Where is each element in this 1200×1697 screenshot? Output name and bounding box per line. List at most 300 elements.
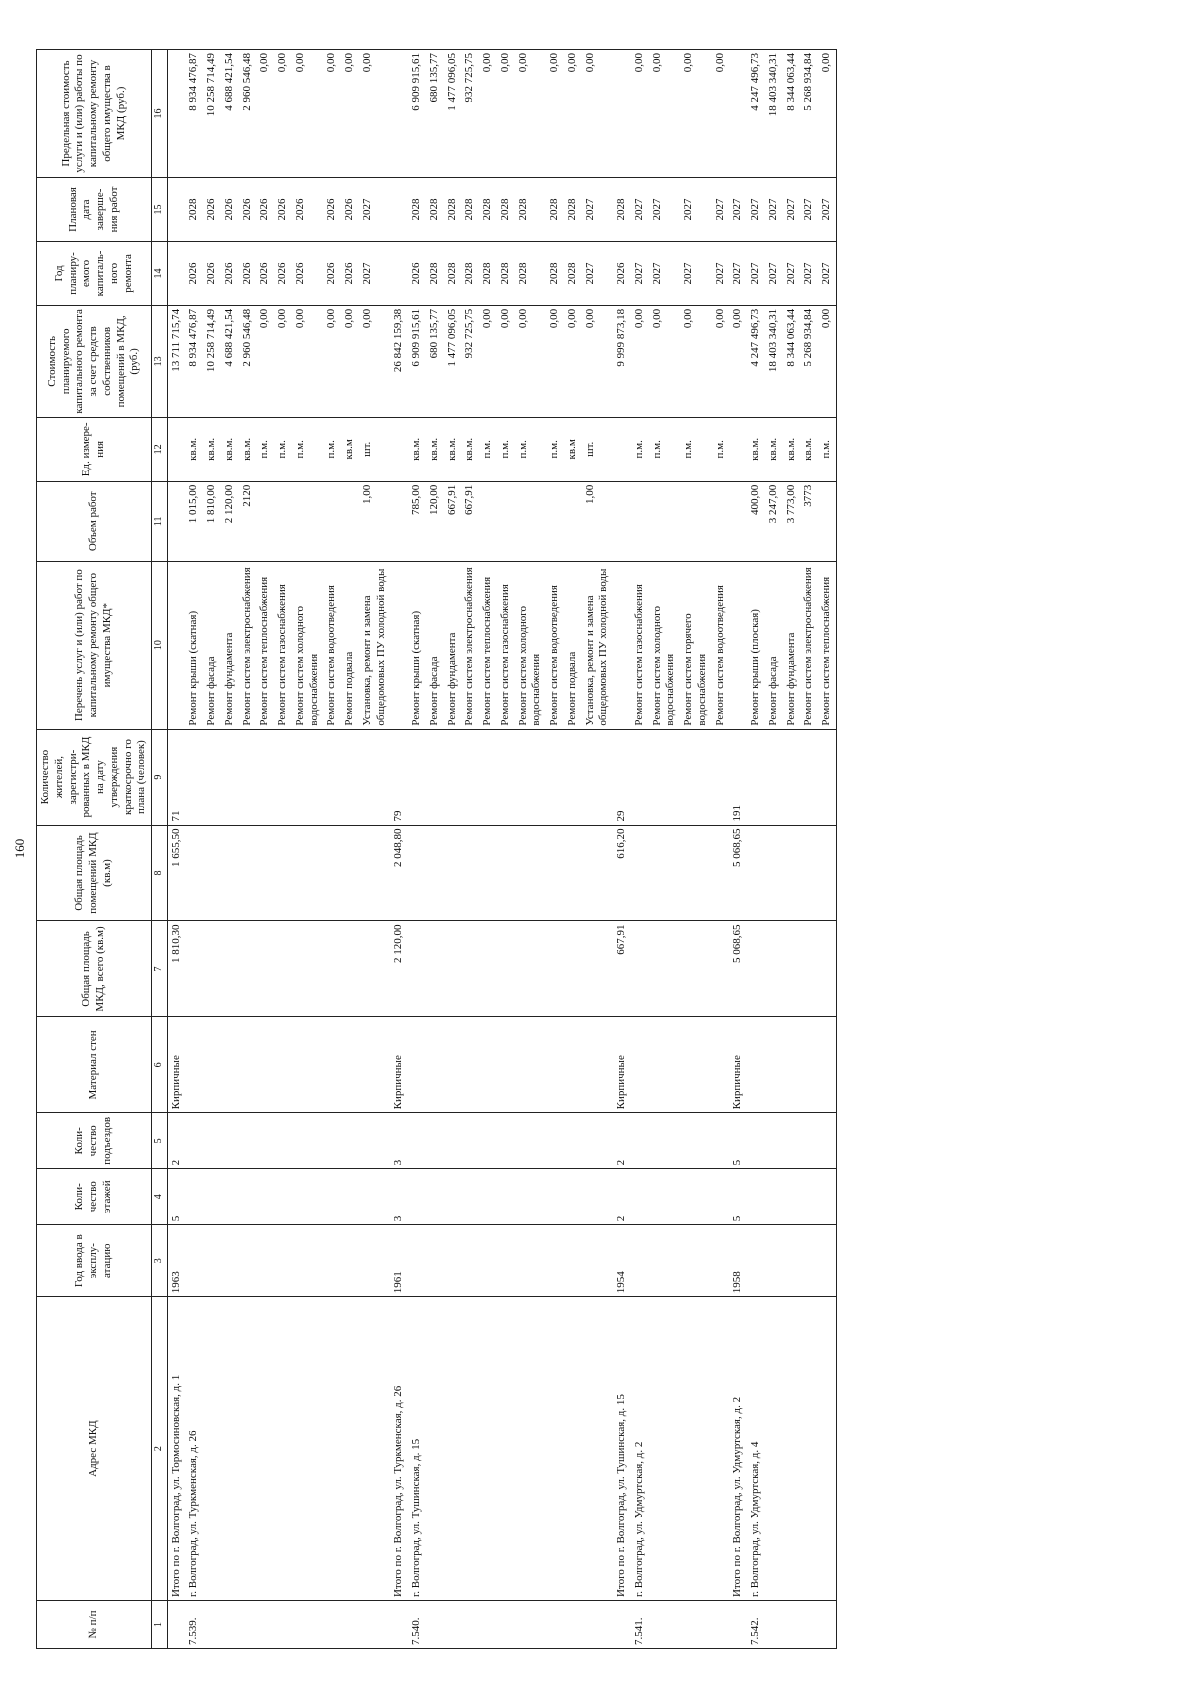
cell-c3 <box>765 1225 783 1297</box>
cell-c1 <box>323 1601 341 1649</box>
cell-c12: п.м. <box>818 417 836 481</box>
cell-c7 <box>274 921 292 1017</box>
cell-c13: 0,00 <box>479 305 497 417</box>
cell-c13: 1 477 096,05 <box>444 305 462 417</box>
table-row <box>765 50 783 1649</box>
table-row <box>323 50 341 1649</box>
table-row <box>783 50 801 1649</box>
cell-c7 <box>515 921 547 1017</box>
cell-c4 <box>426 1169 444 1225</box>
cell-c13: 0,00 <box>680 305 712 417</box>
cell-c4 <box>323 1169 341 1225</box>
cell-c14: 2026 <box>221 241 239 305</box>
cell-c4 <box>292 1169 324 1225</box>
cell-c1 <box>292 1601 324 1649</box>
cell-c1 <box>783 1601 801 1649</box>
cell-c8 <box>274 825 292 921</box>
cell-c5 <box>712 1113 730 1169</box>
cell-c1 <box>479 1601 497 1649</box>
cell-c13: 0,00 <box>256 305 274 417</box>
cell-c16: 1 477 096,05 <box>444 50 462 178</box>
cell-c8 <box>712 825 730 921</box>
cell-c13: 0,00 <box>515 305 547 417</box>
cell-c3: 1958 <box>729 1225 747 1297</box>
cell-c5 <box>274 1113 292 1169</box>
cell-c15: 2027 <box>631 178 649 242</box>
cell-c6 <box>359 1017 391 1113</box>
cell-c5 <box>546 1113 564 1169</box>
cell-c14 <box>390 241 408 305</box>
cell-c4 <box>747 1169 765 1225</box>
cell-c10: Ремонт фундамента <box>444 561 462 729</box>
cell-c9: 79 <box>390 729 408 825</box>
cell-c14: 2028 <box>497 241 515 305</box>
table-row <box>203 50 221 1649</box>
table-row <box>818 50 836 1649</box>
cell-c11: 2 120,00 <box>221 481 239 561</box>
cell-c2 <box>292 1297 324 1601</box>
column-number-16: 16 <box>152 50 168 178</box>
cell-c13: 0,00 <box>292 305 324 417</box>
cell-c10: Ремонт систем холодного водоснабжения <box>292 561 324 729</box>
cell-c14: 2027 <box>582 241 614 305</box>
column-number-1: 1 <box>152 1601 168 1649</box>
cell-c8 <box>800 825 818 921</box>
cell-c12: п.м. <box>649 417 681 481</box>
cell-c14: 2027 <box>649 241 681 305</box>
cell-c13: 0,00 <box>712 305 730 417</box>
cell-c12: кв.м. <box>800 417 818 481</box>
cell-c11 <box>546 481 564 561</box>
table-row <box>408 50 426 1649</box>
cell-c6 <box>256 1017 274 1113</box>
cell-c5 <box>461 1113 479 1169</box>
cell-c14: 2028 <box>479 241 497 305</box>
cell-c16 <box>390 50 408 178</box>
cell-c3 <box>712 1225 730 1297</box>
cell-c2: Итого по г. Волгоград, ул. Туркменская, д. 26 <box>390 1297 408 1601</box>
cell-c15: 2026 <box>323 178 341 242</box>
table-row <box>426 50 444 1649</box>
cell-c6: Кирпичные <box>729 1017 747 1113</box>
cell-c16: 0,00 <box>274 50 292 178</box>
cell-c7 <box>444 921 462 1017</box>
cell-c6 <box>221 1017 239 1113</box>
cell-c1 <box>613 1601 631 1649</box>
cell-c16: 0,00 <box>818 50 836 178</box>
cell-c4 <box>649 1169 681 1225</box>
cell-c3: 1963 <box>167 1225 185 1297</box>
cell-c11 <box>256 481 274 561</box>
cell-c4: 3 <box>390 1169 408 1225</box>
cell-c13: 9 999 873,18 <box>613 305 631 417</box>
column-header-5: Коли-чество подъездов <box>37 1113 152 1169</box>
cell-c4 <box>800 1169 818 1225</box>
cell-c12: кв.м. <box>203 417 221 481</box>
cell-c15: 2027 <box>765 178 783 242</box>
cell-c14: 2026 <box>239 241 257 305</box>
cell-c8 <box>203 825 221 921</box>
cell-c11 <box>680 481 712 561</box>
cell-c4: 2 <box>613 1169 631 1225</box>
cell-c16: 0,00 <box>479 50 497 178</box>
table-row <box>515 50 547 1649</box>
cell-c5 <box>256 1113 274 1169</box>
cell-c12: п.м. <box>515 417 547 481</box>
cell-c13: 932 725,75 <box>461 305 479 417</box>
cell-c9 <box>221 729 239 825</box>
column-number-10: 10 <box>152 561 168 729</box>
cell-c15: 2026 <box>256 178 274 242</box>
cell-c4 <box>461 1169 479 1225</box>
cell-c12: кв.м. <box>461 417 479 481</box>
cell-c6: Кирпичные <box>167 1017 185 1113</box>
cell-c15: 2028 <box>613 178 631 242</box>
cell-c10: Ремонт систем теплоснабжения <box>256 561 274 729</box>
column-header-13: Стоимость планируемого капитального ремонта за счет средств собственников помещений в МКД, (руб.) <box>37 305 152 417</box>
cell-c9 <box>203 729 221 825</box>
cell-c14: 2027 <box>631 241 649 305</box>
table-row <box>256 50 274 1649</box>
cell-c1 <box>818 1601 836 1649</box>
cell-c11: 120,00 <box>426 481 444 561</box>
cell-c10: Ремонт крыши (скатная) <box>408 561 426 729</box>
cell-c15: 2028 <box>497 178 515 242</box>
cell-c5 <box>649 1113 681 1169</box>
table-row <box>497 50 515 1649</box>
cell-c10 <box>613 561 631 729</box>
cell-c7 <box>497 921 515 1017</box>
cell-c16 <box>613 50 631 178</box>
cell-c8 <box>479 825 497 921</box>
cell-c7 <box>203 921 221 1017</box>
cell-c12: кв.м. <box>185 417 203 481</box>
cell-c8 <box>221 825 239 921</box>
cell-c6 <box>239 1017 257 1113</box>
cell-c2: г. Волгоград, ул. Удмуртская, д. 4 <box>747 1297 765 1601</box>
column-header-3: Год ввода в эксплу-атацию <box>37 1225 152 1297</box>
cell-c14: 2026 <box>613 241 631 305</box>
cell-c1 <box>582 1601 614 1649</box>
cell-c4: 5 <box>167 1169 185 1225</box>
cell-c9 <box>783 729 801 825</box>
cell-c5 <box>783 1113 801 1169</box>
cell-c12: кв.м. <box>444 417 462 481</box>
cell-c4 <box>783 1169 801 1225</box>
cell-c4 <box>515 1169 547 1225</box>
cell-c4 <box>274 1169 292 1225</box>
cell-c2: г. Волгоград, ул. Тушинская, д. 15 <box>408 1297 426 1601</box>
cell-c15: 2026 <box>221 178 239 242</box>
cell-c9 <box>408 729 426 825</box>
cell-c12: п.м. <box>631 417 649 481</box>
cell-c14: 2028 <box>546 241 564 305</box>
cell-c10: Ремонт подвала <box>564 561 582 729</box>
cell-c16 <box>729 50 747 178</box>
cell-c9 <box>239 729 257 825</box>
cell-c14: 2026 <box>323 241 341 305</box>
cell-c4 <box>359 1169 391 1225</box>
column-header-14: Год планиру-емого капиталь-ного ремонта <box>37 241 152 305</box>
cell-c9: 191 <box>729 729 747 825</box>
cell-c3 <box>497 1225 515 1297</box>
cell-c15: 2028 <box>479 178 497 242</box>
cell-c9 <box>631 729 649 825</box>
cell-c4 <box>185 1169 203 1225</box>
cell-c9 <box>649 729 681 825</box>
cell-c4 <box>712 1169 730 1225</box>
cell-c5 <box>359 1113 391 1169</box>
cell-c15: 2027 <box>649 178 681 242</box>
column-header-15: Плановая дата заверше-ния работ <box>37 178 152 242</box>
cell-c14: 2026 <box>274 241 292 305</box>
cell-c9: 71 <box>167 729 185 825</box>
cell-c13: 0,00 <box>546 305 564 417</box>
cell-c15: 2026 <box>341 178 359 242</box>
cell-c6 <box>564 1017 582 1113</box>
cell-c14 <box>167 241 185 305</box>
cell-c15: 2027 <box>359 178 391 242</box>
cell-c1: 7.541. <box>631 1601 649 1649</box>
cell-c2 <box>564 1297 582 1601</box>
cell-c1 <box>390 1601 408 1649</box>
cell-c11: 1 810,00 <box>203 481 221 561</box>
cell-c3 <box>239 1225 257 1297</box>
table-row <box>680 50 712 1649</box>
cell-c3 <box>426 1225 444 1297</box>
cell-c8 <box>497 825 515 921</box>
cell-c15: 2028 <box>426 178 444 242</box>
cell-c4 <box>631 1169 649 1225</box>
cell-c7 <box>800 921 818 1017</box>
cell-c8 <box>239 825 257 921</box>
cell-c1 <box>712 1601 730 1649</box>
cell-c12: п.м. <box>274 417 292 481</box>
cell-c3 <box>649 1225 681 1297</box>
cell-c7: 2 120,00 <box>390 921 408 1017</box>
cell-c5 <box>479 1113 497 1169</box>
cell-c15: 2026 <box>292 178 324 242</box>
cell-c11 <box>613 481 631 561</box>
cell-c9 <box>765 729 783 825</box>
cell-c5 <box>765 1113 783 1169</box>
cell-c1 <box>680 1601 712 1649</box>
cell-c12 <box>613 417 631 481</box>
cell-c16: 0,00 <box>582 50 614 178</box>
cell-c12: кв.м <box>564 417 582 481</box>
table-row <box>341 50 359 1649</box>
cell-c16: 0,00 <box>256 50 274 178</box>
cell-c4 <box>239 1169 257 1225</box>
cell-c15: 2027 <box>818 178 836 242</box>
cell-c10: Ремонт систем электроснабжения <box>800 561 818 729</box>
cell-c4 <box>221 1169 239 1225</box>
column-header-16: Предельная стоимость услуги и (или) работы по капитальному ремонту общего имущества в МКД (руб.) <box>37 50 152 178</box>
cell-c7 <box>359 921 391 1017</box>
cell-c2 <box>444 1297 462 1601</box>
cell-c8 <box>461 825 479 921</box>
cell-c15: 2026 <box>203 178 221 242</box>
cell-c3 <box>323 1225 341 1297</box>
cell-c8: 5 068,65 <box>729 825 747 921</box>
cell-c2: г. Волгоград, ул. Удмуртская, д. 2 <box>631 1297 649 1601</box>
cell-c14: 2026 <box>341 241 359 305</box>
cell-c15: 2027 <box>729 178 747 242</box>
cell-c8 <box>649 825 681 921</box>
cell-c2 <box>515 1297 547 1601</box>
cell-c5 <box>582 1113 614 1169</box>
cell-c1: 7.542. <box>747 1601 765 1649</box>
cell-c6 <box>747 1017 765 1113</box>
cell-c2: г. Волгоград, ул. Туркменская, д. 26 <box>185 1297 203 1601</box>
cell-c10 <box>167 561 185 729</box>
cell-c1 <box>765 1601 783 1649</box>
cell-c8 <box>292 825 324 921</box>
cell-c16: 4 688 421,54 <box>221 50 239 178</box>
cell-c6 <box>426 1017 444 1113</box>
cell-c7 <box>256 921 274 1017</box>
cell-c8 <box>408 825 426 921</box>
cell-c12: п.м. <box>497 417 515 481</box>
cell-c3 <box>221 1225 239 1297</box>
cell-c3 <box>444 1225 462 1297</box>
cell-c9 <box>546 729 564 825</box>
cell-c15: 2028 <box>444 178 462 242</box>
cell-c3 <box>479 1225 497 1297</box>
cell-c13: 26 842 159,38 <box>390 305 408 417</box>
cell-c13: 0,00 <box>649 305 681 417</box>
repair-plan-table <box>36 49 837 1649</box>
cell-c1 <box>800 1601 818 1649</box>
cell-c13: 13 711 715,74 <box>167 305 185 417</box>
cell-c8 <box>680 825 712 921</box>
cell-c13: 2 960 546,48 <box>239 305 257 417</box>
cell-c10: Ремонт фасада <box>765 561 783 729</box>
cell-c7 <box>323 921 341 1017</box>
cell-c8 <box>783 825 801 921</box>
cell-c16: 0,00 <box>359 50 391 178</box>
cell-c6 <box>783 1017 801 1113</box>
column-number-7: 7 <box>152 921 168 1017</box>
cell-c2 <box>341 1297 359 1601</box>
cell-c9 <box>444 729 462 825</box>
cell-c10: Ремонт фасада <box>203 561 221 729</box>
cell-c12: п.м. <box>680 417 712 481</box>
cell-c2 <box>582 1297 614 1601</box>
cell-c9 <box>274 729 292 825</box>
cell-c10: Ремонт систем электроснабжения <box>239 561 257 729</box>
cell-c12: кв.м <box>341 417 359 481</box>
cell-c5 <box>800 1113 818 1169</box>
cell-c6 <box>292 1017 324 1113</box>
cell-c7 <box>408 921 426 1017</box>
cell-c2: Итого по г. Волгоград, ул. Тормосиновская, д. 1 <box>167 1297 185 1601</box>
column-number-12: 12 <box>152 417 168 481</box>
cell-c10: Ремонт систем горячего водоснабжения <box>680 561 712 729</box>
cell-c11: 2120 <box>239 481 257 561</box>
table-row <box>729 50 747 1649</box>
cell-c13: 0,00 <box>274 305 292 417</box>
cell-c11 <box>515 481 547 561</box>
cell-c1 <box>546 1601 564 1649</box>
cell-c11 <box>341 481 359 561</box>
cell-c9 <box>359 729 391 825</box>
cell-c9 <box>564 729 582 825</box>
cell-c14: 2027 <box>800 241 818 305</box>
column-number-2: 2 <box>152 1297 168 1601</box>
cell-c6: Кирпичные <box>613 1017 631 1113</box>
cell-c7 <box>461 921 479 1017</box>
cell-c2 <box>818 1297 836 1601</box>
cell-c2 <box>783 1297 801 1601</box>
header-row <box>37 50 152 1649</box>
table-row <box>390 50 408 1649</box>
cell-c5 <box>497 1113 515 1169</box>
cell-c8 <box>359 825 391 921</box>
table-row <box>582 50 614 1649</box>
page-number: 160 <box>12 838 27 859</box>
table-row <box>546 50 564 1649</box>
table-row <box>613 50 631 1649</box>
cell-c10: Ремонт фасада <box>426 561 444 729</box>
cell-c1 <box>203 1601 221 1649</box>
cell-c8 <box>515 825 547 921</box>
cell-c2 <box>800 1297 818 1601</box>
cell-c6 <box>631 1017 649 1113</box>
cell-c8 <box>426 825 444 921</box>
column-header-1: № п/п <box>37 1601 152 1649</box>
cell-c8: 1 655,50 <box>167 825 185 921</box>
cell-c13: 0,00 <box>341 305 359 417</box>
cell-c4 <box>203 1169 221 1225</box>
cell-c8 <box>747 825 765 921</box>
table-row <box>274 50 292 1649</box>
cell-c15: 2026 <box>274 178 292 242</box>
cell-c7 <box>680 921 712 1017</box>
cell-c10: Ремонт систем газоснабжения <box>274 561 292 729</box>
cell-c8 <box>564 825 582 921</box>
cell-c11 <box>649 481 681 561</box>
cell-c10: Ремонт систем газоснабжения <box>497 561 515 729</box>
cell-c11 <box>479 481 497 561</box>
cell-c2 <box>680 1297 712 1601</box>
cell-c13: 0,00 <box>564 305 582 417</box>
cell-c2 <box>256 1297 274 1601</box>
table-row <box>221 50 239 1649</box>
cell-c5 <box>564 1113 582 1169</box>
cell-c12: шт. <box>582 417 614 481</box>
cell-c12: п.м. <box>292 417 324 481</box>
cell-c9 <box>747 729 765 825</box>
cell-c7 <box>426 921 444 1017</box>
cell-c1 <box>239 1601 257 1649</box>
cell-c14: 2026 <box>185 241 203 305</box>
cell-c8 <box>323 825 341 921</box>
cell-c1 <box>256 1601 274 1649</box>
cell-c4 <box>444 1169 462 1225</box>
cell-c6 <box>515 1017 547 1113</box>
cell-c16: 0,00 <box>341 50 359 178</box>
cell-c6 <box>546 1017 564 1113</box>
cell-c6 <box>497 1017 515 1113</box>
cell-c16: 5 268 934,84 <box>800 50 818 178</box>
cell-c9 <box>341 729 359 825</box>
cell-c14: 2027 <box>680 241 712 305</box>
cell-c2 <box>323 1297 341 1601</box>
cell-c14: 2027 <box>818 241 836 305</box>
cell-c9 <box>323 729 341 825</box>
cell-c15: 2028 <box>185 178 203 242</box>
